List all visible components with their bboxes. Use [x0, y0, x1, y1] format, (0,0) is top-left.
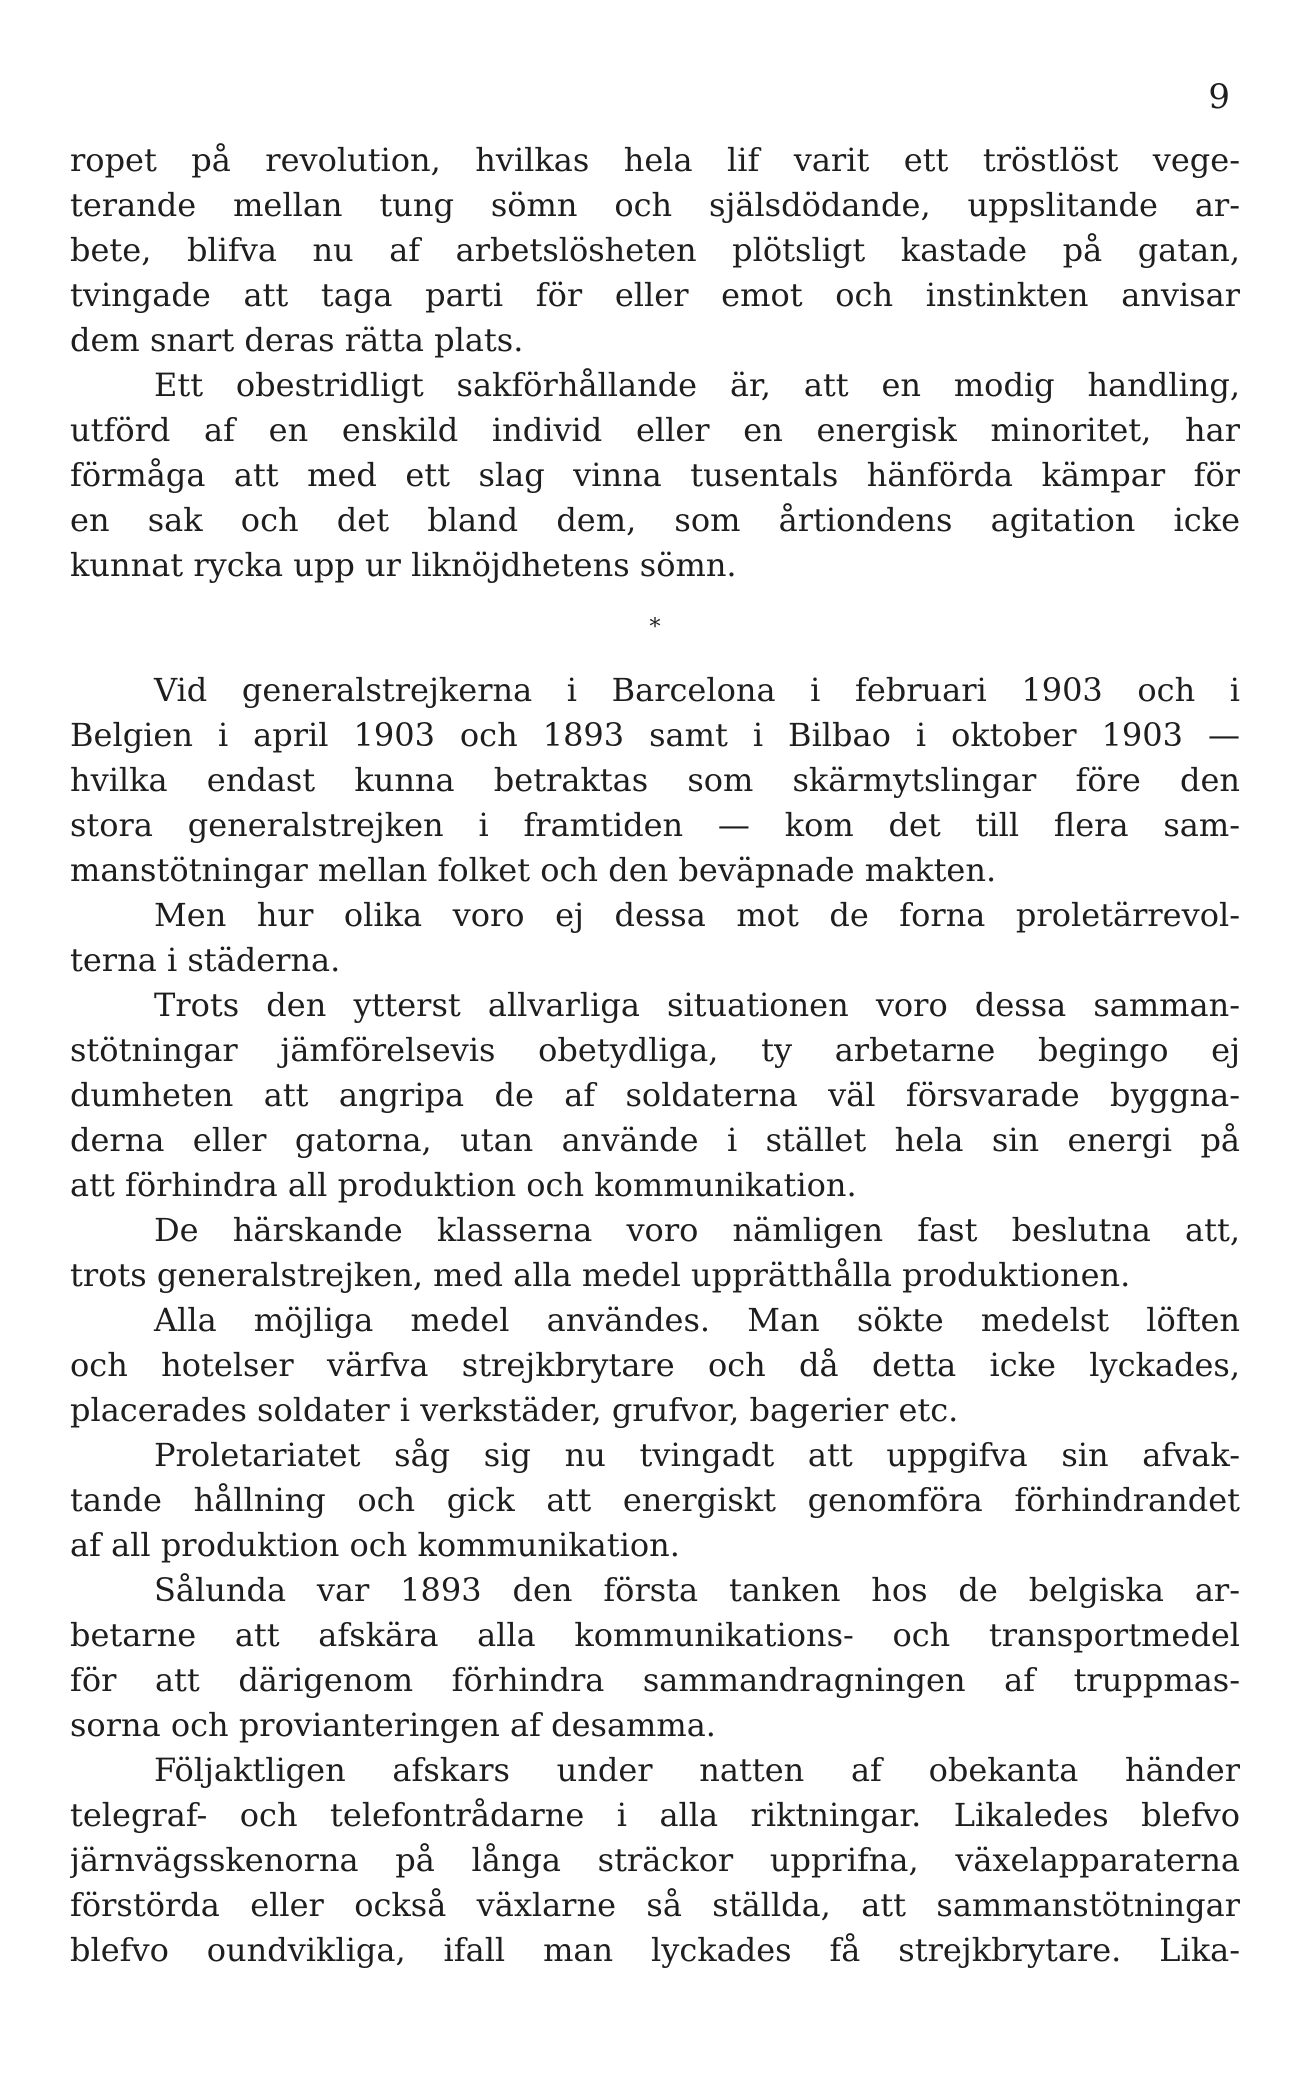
- text-line: utförd af en enskild individ eller en energisk minoritet, har: [70, 411, 1240, 449]
- text-line: terande mellan tung sömn och själsdödande, uppslitande ar-: [70, 186, 1240, 224]
- text-line: Proletariatet såg sig nu tvingadt att uppgifva sin afvak-: [154, 1436, 1240, 1474]
- text-line: Sålunda var 1893 den första tanken hos de belgiska ar-: [154, 1571, 1240, 1609]
- paragraph: [70, 1433, 1240, 1568]
- text-line: förstörda eller också växlarne så ställda, att sammanstötningar: [70, 1886, 1240, 1924]
- text-line: dumheten att angripa de af soldaterna väl försvarade byggna-: [70, 1076, 1240, 1114]
- text-line: bete, blifva nu af arbetslösheten plötsligt kastade på gatan,: [70, 231, 1240, 269]
- text-line: stötningar jämförelsevis obetydliga, ty arbetarne begingo ej: [70, 1031, 1240, 1069]
- text-line: derna eller gatorna, utan använde i stället hela sin energi på: [70, 1121, 1240, 1159]
- paragraph: [70, 1748, 1240, 1973]
- paragraph: [70, 1208, 1240, 1298]
- text-line: Ett obestridligt sakförhållande är, att en modig handling,: [154, 366, 1240, 404]
- page-number: 9: [1208, 77, 1230, 117]
- text-line: Vid generalstrejkerna i Barcelona i februari 1903 och i: [154, 671, 1240, 709]
- text-line: dem snart deras rätta plats.: [70, 321, 524, 359]
- text-line: Belgien i april 1903 och 1893 samt i Bilbao i oktober 1903 —: [70, 716, 1240, 754]
- text-line: betarne att afskära alla kommunikations- och transportmedel: [70, 1616, 1240, 1654]
- text-line: telegraf- och telefontrådarne i alla riktningar. Likaledes blefvo: [70, 1796, 1240, 1834]
- text-line: sorna och provianteringen af desamma.: [70, 1706, 716, 1744]
- text-line: järnvägsskenorna på långa sträckor upprifna, växelapparaterna: [70, 1841, 1240, 1879]
- text-line: stora generalstrejken i framtiden — kom det till flera sam-: [70, 806, 1240, 844]
- text-line: Alla möjliga medel användes. Man sökte medelst löften: [154, 1301, 1240, 1339]
- text-line: en sak och det bland dem, som årtiondens agitation icke: [70, 501, 1240, 539]
- paragraph: [70, 893, 1240, 983]
- paragraph: [70, 668, 1240, 893]
- text-line: förmåga att med ett slag vinna tusentals hänförda kämpar för: [70, 456, 1240, 494]
- text-line: att förhindra all produktion och kommunikation.: [70, 1166, 857, 1204]
- text-line: manstötningar mellan folket och den beväpnade makten.: [70, 851, 997, 889]
- paragraph: [70, 1568, 1240, 1748]
- paragraph: [70, 1298, 1240, 1433]
- text-line: för att därigenom förhindra sammandragningen af truppmas-: [70, 1661, 1240, 1699]
- text-line: ropet på revolution, hvilkas hela lif varit ett tröstlöst vege-: [70, 141, 1240, 179]
- text-line: af all produktion och kommunikation.: [70, 1526, 680, 1564]
- paragraph: [70, 983, 1240, 1208]
- text-line: De härskande klasserna voro nämligen fast beslutna att,: [154, 1211, 1240, 1249]
- text-line: tande hållning och gick att energiskt genomföra förhindrandet: [70, 1481, 1240, 1519]
- text-line: Följaktligen afskars under natten af obekanta händer: [154, 1751, 1240, 1789]
- paragraph: [70, 363, 1240, 588]
- paragraph: [70, 138, 1240, 363]
- text-line: Trots den ytterst allvarliga situationen voro dessa samman-: [154, 986, 1240, 1024]
- text-line: blefvo oundvikliga, ifall man lyckades få strejkbrytare. Lika-: [70, 1931, 1240, 1969]
- text-line: placerades soldater i verkstäder, grufvor, bagerier etc.: [70, 1391, 959, 1429]
- text-line: terna i städerna.: [70, 941, 341, 979]
- text-line: tvingade att taga parti för eller emot och instinkten anvisar: [70, 276, 1240, 314]
- text-line: Men hur olika voro ej dessa mot de forna proletärrevol-: [154, 896, 1240, 934]
- text-line: kunnat rycka upp ur liknöjdhetens sömn.: [70, 546, 737, 584]
- text-line: hvilka endast kunna betraktas som skärmytslingar före den: [70, 761, 1240, 799]
- section-divider: *: [649, 615, 661, 640]
- text-line: och hotelser värfva strejkbrytare och då detta icke lyckades,: [70, 1346, 1240, 1384]
- body-text: [70, 138, 1240, 1973]
- text-line: trots generalstrejken, med alla medel upprätthålla produktionen.: [70, 1256, 1131, 1294]
